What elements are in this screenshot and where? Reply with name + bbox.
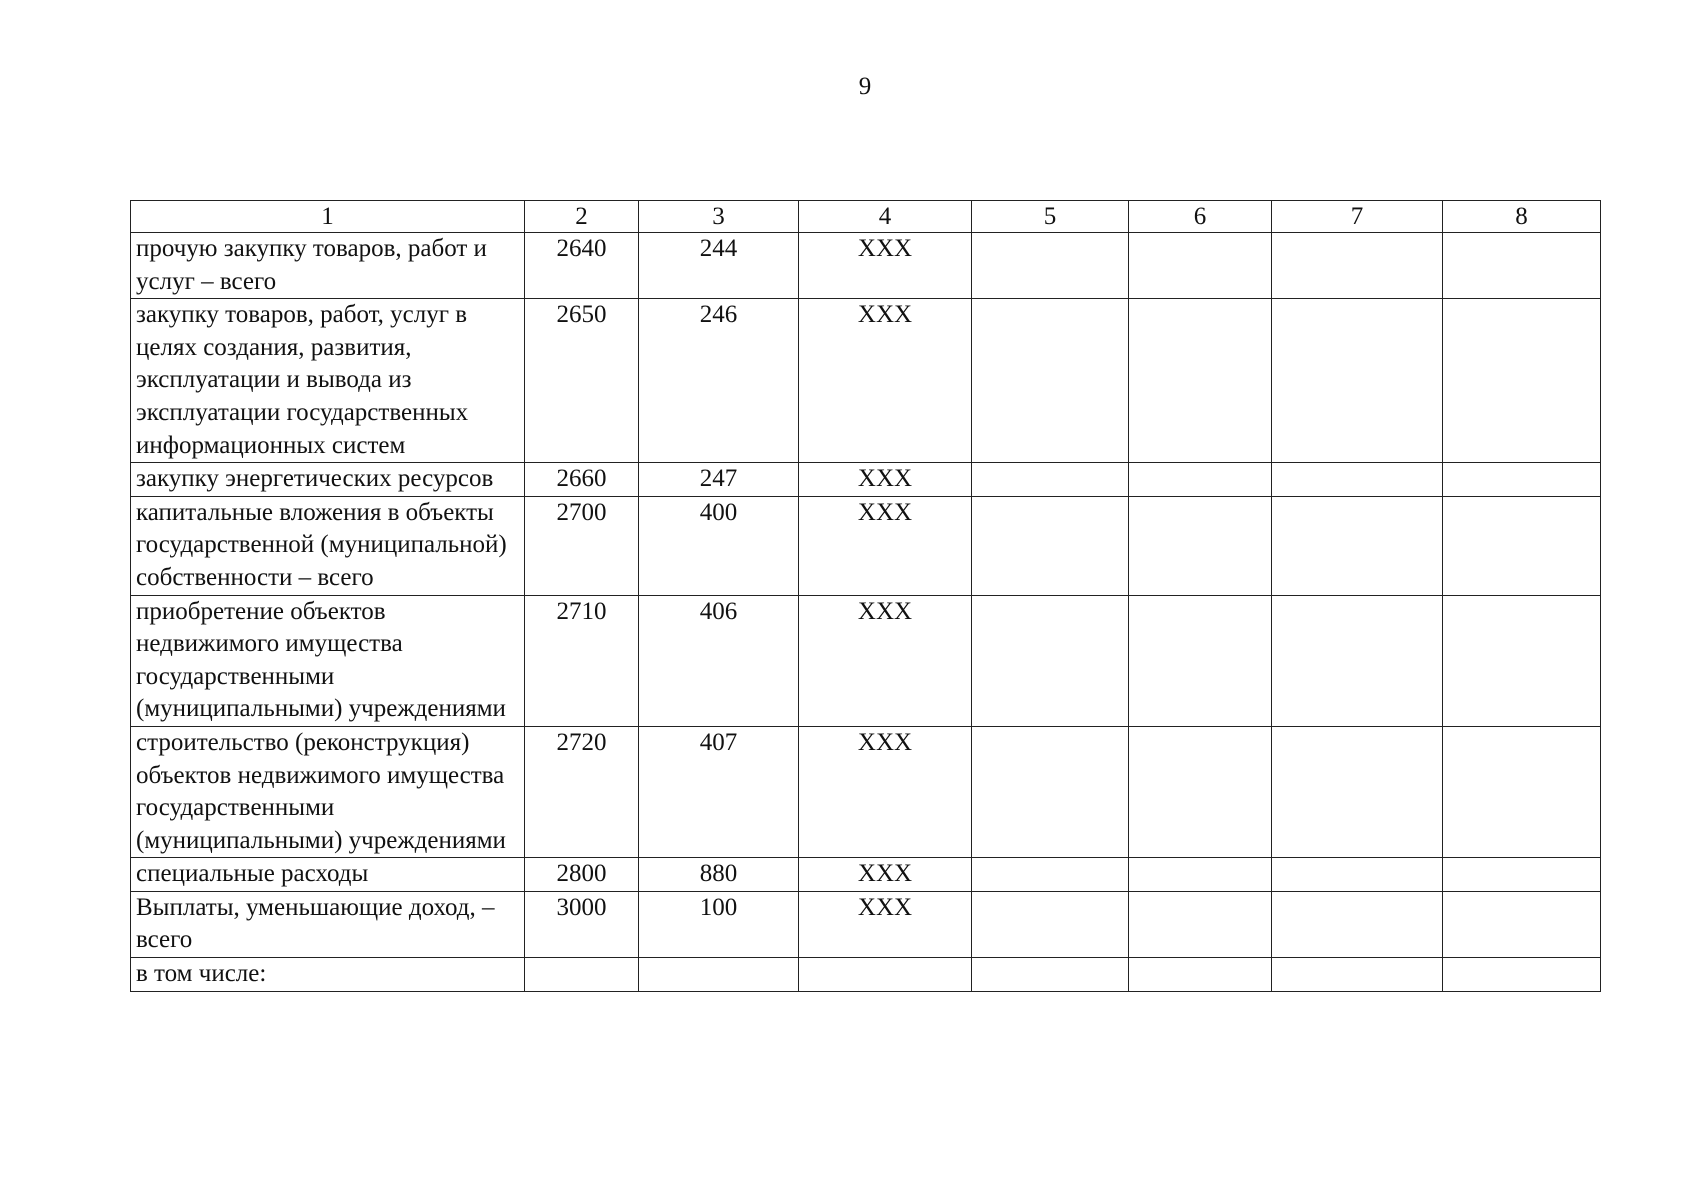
table-row: [131, 463, 1601, 497]
empty-cell: [1129, 726, 1272, 857]
line-code-cell: [525, 958, 639, 992]
column-header: 1: [131, 201, 525, 233]
empty-cell: [1129, 958, 1272, 992]
empty-cell: [1272, 299, 1443, 463]
line-code-cell: 2650: [525, 299, 639, 463]
table-row: [131, 595, 1601, 726]
line-code-cell: 2720: [525, 726, 639, 857]
empty-cell: [972, 299, 1129, 463]
empty-cell: [1443, 891, 1601, 957]
empty-cell: [1272, 958, 1443, 992]
col4-cell: [799, 958, 972, 992]
column-header: 7: [1272, 201, 1443, 233]
row-name-cell: закупку энергетических ресурсов: [131, 463, 525, 497]
empty-cell: [1443, 595, 1601, 726]
kbk-code-cell: [639, 958, 799, 992]
kbk-code-cell: 406: [639, 595, 799, 726]
kbk-code-cell: 246: [639, 299, 799, 463]
kbk-code-cell: 244: [639, 233, 799, 299]
empty-cell: [972, 463, 1129, 497]
empty-cell: [1129, 496, 1272, 595]
col4-cell: XXX: [799, 299, 972, 463]
line-code-cell: 2660: [525, 463, 639, 497]
column-header: 8: [1443, 201, 1601, 233]
empty-cell: [1272, 595, 1443, 726]
column-header: 2: [525, 201, 639, 233]
kbk-code-cell: 100: [639, 891, 799, 957]
row-name-cell: в том числе:: [131, 958, 525, 992]
table-row: [131, 496, 1601, 595]
col4-cell: XXX: [799, 858, 972, 892]
line-code-cell: 3000: [525, 891, 639, 957]
col4-cell: XXX: [799, 726, 972, 857]
empty-cell: [1129, 891, 1272, 957]
empty-cell: [1443, 958, 1601, 992]
empty-cell: [1129, 463, 1272, 497]
empty-cell: [972, 496, 1129, 595]
col4-cell: XXX: [799, 463, 972, 497]
empty-cell: [1129, 595, 1272, 726]
row-name-cell: специальные расходы: [131, 858, 525, 892]
empty-cell: [1272, 858, 1443, 892]
kbk-code-cell: 407: [639, 726, 799, 857]
empty-cell: [972, 958, 1129, 992]
budget-table: [130, 200, 1601, 992]
table-row: [131, 726, 1601, 857]
row-name-cell: прочую закупку товаров, работ и услуг – всего: [131, 233, 525, 299]
table-row: [131, 958, 1601, 992]
empty-cell: [972, 858, 1129, 892]
empty-cell: [1272, 726, 1443, 857]
column-header: 6: [1129, 201, 1272, 233]
empty-cell: [972, 891, 1129, 957]
col4-cell: XXX: [799, 595, 972, 726]
empty-cell: [972, 233, 1129, 299]
kbk-code-cell: 400: [639, 496, 799, 595]
col4-cell: XXX: [799, 496, 972, 595]
empty-cell: [972, 726, 1129, 857]
col4-cell: XXX: [799, 891, 972, 957]
kbk-code-cell: 880: [639, 858, 799, 892]
page-number: 9: [858, 73, 872, 100]
row-name-cell: строительство (реконструкция) объектов недвижимого имущества государственными (муниципальными) учреждениями: [131, 726, 525, 857]
empty-cell: [1129, 858, 1272, 892]
row-name-cell: Выплаты, уменьшающие доход, – всего: [131, 891, 525, 957]
empty-cell: [1272, 463, 1443, 497]
empty-cell: [1129, 233, 1272, 299]
empty-cell: [1272, 496, 1443, 595]
empty-cell: [1443, 858, 1601, 892]
column-header: 4: [799, 201, 972, 233]
table-row: [131, 233, 1601, 299]
table-row: [131, 891, 1601, 957]
row-name-cell: закупку товаров, работ, услуг в целях создания, развития, эксплуатации и вывода из эксплуатации государственных информационных систем: [131, 299, 525, 463]
line-code-cell: 2640: [525, 233, 639, 299]
row-name-cell: капитальные вложения в объекты государственной (муниципальной) собственности – всего: [131, 496, 525, 595]
table-header-row: [131, 201, 1601, 233]
row-name-cell: приобретение объектов недвижимого имущества государственными (муниципальными) учреждениями: [131, 595, 525, 726]
empty-cell: [1443, 233, 1601, 299]
empty-cell: [1443, 463, 1601, 497]
empty-cell: [972, 595, 1129, 726]
column-header: 3: [639, 201, 799, 233]
empty-cell: [1443, 726, 1601, 857]
line-code-cell: 2800: [525, 858, 639, 892]
column-header: 5: [972, 201, 1129, 233]
line-code-cell: 2710: [525, 595, 639, 726]
empty-cell: [1272, 233, 1443, 299]
kbk-code-cell: 247: [639, 463, 799, 497]
empty-cell: [1129, 299, 1272, 463]
col4-cell: XXX: [799, 233, 972, 299]
empty-cell: [1272, 891, 1443, 957]
empty-cell: [1443, 299, 1601, 463]
empty-cell: [1443, 496, 1601, 595]
table-row: [131, 858, 1601, 892]
line-code-cell: 2700: [525, 496, 639, 595]
table-row: [131, 299, 1601, 463]
